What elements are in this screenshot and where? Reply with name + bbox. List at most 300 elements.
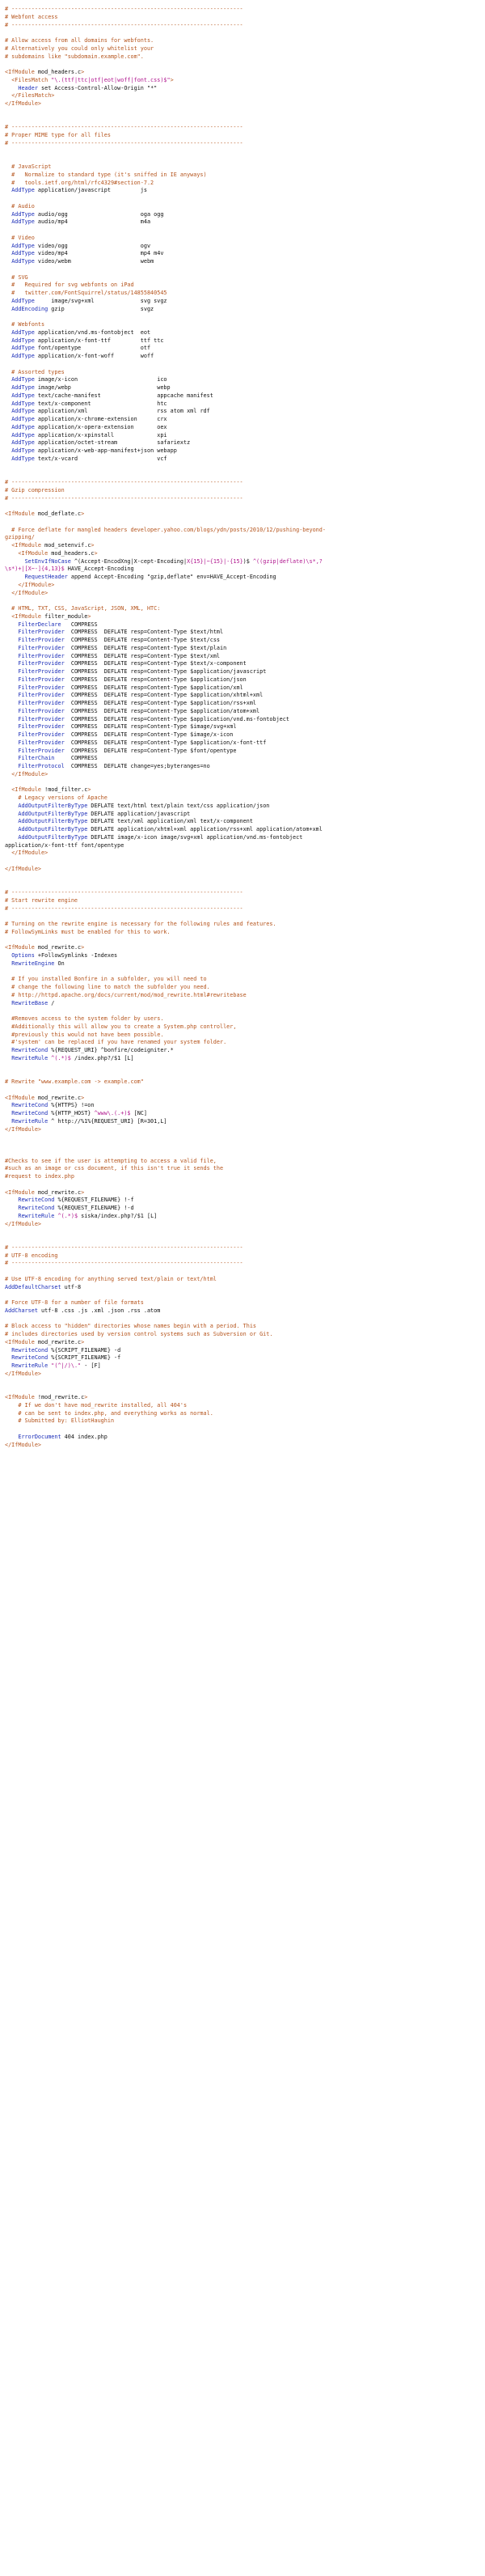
code-line: [5, 218, 480, 227]
text-token: [5, 653, 18, 659]
text-token: [5, 952, 11, 959]
text-token: [5, 258, 11, 265]
tag-token: </IfModule>: [5, 1125, 42, 1133]
text-token: [5, 818, 18, 824]
comment-token: # Webfonts: [5, 321, 45, 328]
text-token: gzip svgz: [48, 305, 154, 312]
tag-token: </IfModule>: [18, 581, 55, 588]
text-token: [5, 329, 11, 336]
text-token: [5, 1110, 11, 1116]
code-line: [5, 605, 480, 613]
text-token: [5, 960, 11, 967]
directive-token: RewriteRule: [18, 1212, 55, 1219]
comment-token: # SVG: [5, 273, 28, 281]
code-line: [5, 211, 480, 219]
code-line: [5, 235, 480, 243]
text-token: mod_rewrite.c: [34, 1094, 82, 1101]
comment-token: # Webfont access: [5, 13, 58, 20]
text-token: video/ogg ogv: [34, 242, 151, 249]
comment-token: # Audio: [5, 202, 35, 210]
text-token: DEFLATE application/javascript: [87, 810, 191, 817]
code-line: [5, 952, 480, 960]
text-token: COMPRESS DEFLATE resp=Content-Type $application/atom+xml: [64, 707, 260, 714]
tag-token: <IfModule: [18, 549, 48, 557]
directive-token: AddType: [11, 400, 35, 407]
text-token: ^ http://%1%{REQUEST_URI} [R=301,L]: [48, 1117, 167, 1125]
code-line: [5, 566, 480, 574]
text-token: [5, 416, 11, 422]
code-line: [5, 676, 480, 684]
tag-token: >: [81, 511, 85, 517]
text-token: COMPRESS DEFLATE resp=Content-Type $text/css: [64, 637, 220, 643]
tag-token: >: [81, 944, 85, 951]
comment-token: #Checks to see if the user is attempting to access a valid file,: [5, 1157, 217, 1164]
code-line: [5, 85, 480, 93]
directive-token: AddType: [11, 376, 35, 383]
code-line: [5, 1386, 480, 1394]
tag-token: <IfModule: [11, 786, 42, 794]
directive-token: FilterChain: [18, 755, 55, 762]
text-token: COMPRESS DEFLATE resp=Content-Type $text/xml: [64, 652, 220, 659]
code-line: [5, 708, 480, 716]
code-line: [5, 439, 480, 447]
directive-token: AddType: [11, 408, 35, 415]
tag-token: >: [87, 612, 91, 620]
directive-token: FilterProvider: [18, 660, 65, 667]
tag-token: <IfModule: [5, 944, 35, 951]
text-token: [5, 1354, 11, 1361]
comment-token: # ----------------------------------------------------------------------: [5, 139, 243, 146]
code-line: [5, 1015, 480, 1023]
code-line: [5, 763, 480, 771]
string-token: \s*)+|[X~-]{4,13}$: [5, 566, 65, 573]
code-line: [5, 629, 480, 637]
code-line: [5, 1276, 480, 1284]
text-token: image/svg+xml svg svgz: [34, 297, 167, 304]
code-line: [5, 1284, 480, 1292]
comment-token: #previously this would not have been possible.: [5, 1031, 164, 1038]
code-line: [5, 984, 480, 992]
text-token: filter_module: [41, 612, 88, 620]
code-line: [5, 1110, 480, 1118]
text-token: [5, 1047, 11, 1053]
comment-token: # includes directories used by version control systems such as Subversion or Git.: [5, 1331, 273, 1337]
code-line: [5, 1205, 480, 1213]
text-token: application/xml rss atom xml rdf: [34, 408, 210, 415]
code-line: [5, 519, 480, 527]
tag-token: >: [94, 549, 98, 557]
code-line: [5, 92, 480, 100]
text-token: %{REQUEST_FILENAME} !-d: [54, 1205, 134, 1211]
code-line: [5, 321, 480, 329]
text-token: [5, 243, 11, 249]
code-line: [5, 527, 480, 535]
directive-token: AddOutputFilterByType: [18, 818, 88, 825]
directive-token: FilterProvider: [18, 739, 65, 746]
comment-token: # Use UTF-8 encoding for anything served text/plain or text/html: [5, 1275, 217, 1282]
directive-token: RewriteCond: [18, 1205, 55, 1211]
code-line: [5, 1150, 480, 1158]
code-line: [5, 1331, 480, 1339]
code-line: [5, 329, 480, 337]
comment-token: # can be sent to index.php, and everything works as normal.: [5, 1409, 213, 1417]
code-line: [5, 834, 480, 842]
code-line: [5, 424, 480, 432]
code-line: [5, 376, 480, 384]
tag-token: </IfModule>: [5, 100, 42, 107]
tag-token: <IfModule: [5, 1338, 35, 1345]
code-line: [5, 684, 480, 693]
directive-token: FilterDeclare: [18, 621, 61, 628]
code-line: [5, 716, 480, 724]
directive-token: FilterProvider: [18, 684, 65, 691]
text-token: COMPRESS DEFLATE resp=Content-Type $application/x-font-ttf: [64, 739, 267, 746]
text-token: [5, 834, 18, 841]
text-token: DEFLATE image/x-icon image/svg+xml application/vnd.ms-fontobject: [87, 833, 303, 841]
comment-token: # Submitted by: ElliotHaughin: [5, 1417, 115, 1425]
code-line: [5, 1197, 480, 1205]
text-token: application/vnd.ms-fontobject eot: [34, 328, 151, 336]
code-line: [5, 337, 480, 345]
code-line: [5, 447, 480, 455]
code-line: [5, 668, 480, 676]
text-token: COMPRESS DEFLATE resp=Content-Type $application/json: [64, 676, 247, 683]
text-token: COMPRESS DEFLATE resp=Content-Type $application/vnd.ms-fontobject: [64, 715, 289, 722]
text-token: - [F]: [81, 1362, 101, 1369]
code-line: [5, 227, 480, 235]
comment-token: # ----------------------------------------------------------------------: [5, 124, 243, 131]
text-token: 404 index.php: [61, 1433, 108, 1440]
text-token: font/opentype otf: [34, 345, 151, 352]
tag-token: >: [91, 542, 95, 549]
directive-token: FilterProvider: [18, 700, 65, 706]
code-line: [5, 258, 480, 266]
code-line: [5, 968, 480, 977]
code-line: [5, 723, 480, 731]
directive-token: AddOutputFilterByType: [18, 833, 88, 841]
comment-token: # Video: [5, 234, 35, 241]
comment-token: # ----------------------------------------------------------------------: [5, 494, 243, 502]
directive-token: AddDefaultCharset: [5, 1283, 61, 1290]
text-token: set Access-Control-Allow-Origin "*": [37, 84, 158, 91]
text-token: image/x-icon ico: [34, 376, 167, 383]
text-token: siska/index.php?/$1 [L]: [78, 1212, 158, 1219]
text-token: [5, 1362, 11, 1369]
code-line: [5, 400, 480, 409]
code-line: [5, 1371, 480, 1379]
text-token: [5, 676, 18, 683]
code-line: [5, 621, 480, 629]
tag-token: <IfModule: [11, 542, 42, 549]
code-line: [5, 1268, 480, 1276]
code-line: [5, 1007, 480, 1015]
tag-token: >: [170, 76, 174, 83]
text-token: %{SCRIPT_FILENAME} -d: [48, 1346, 121, 1354]
code-line: [5, 1402, 480, 1410]
text-token: DEFLATE text/html text/plain text/css application/json: [87, 802, 270, 809]
directive-token: AddType: [11, 187, 35, 194]
text-token: mod_headers.c: [48, 549, 95, 557]
text-token: [5, 558, 25, 565]
text-token: [5, 826, 18, 833]
comment-token: # Allow access from all domains for webfonts.: [5, 37, 154, 44]
text-token: COMPRESS DEFLATE resp=Content-Type $text/x-component: [64, 660, 247, 667]
code-line: [5, 637, 480, 645]
code-line: [5, 874, 480, 882]
directive-token: RewriteCond: [11, 1110, 48, 1116]
directive-token: AddType: [11, 210, 35, 218]
tag-token: >: [87, 786, 91, 794]
text-token: COMPRESS DEFLATE resp=Content-Type $image/svg+xml: [64, 723, 237, 731]
tag-token: <IfModule: [11, 612, 42, 620]
string-token: ^(.*)$: [51, 1054, 71, 1061]
code-line: [5, 487, 480, 495]
code-line: [5, 550, 480, 558]
text-token: COMPRESS DEFLATE resp=Content-Type $application/javascript: [64, 668, 267, 675]
comment-token: # ----------------------------------------------------------------------: [5, 479, 243, 485]
tag-token: </IfModule>: [11, 589, 48, 596]
code-line: [5, 140, 480, 148]
code-line: [5, 1347, 480, 1355]
tag-token: </FilesMatch>: [11, 92, 55, 100]
code-line: [5, 944, 480, 952]
directive-token: AddCharset: [5, 1307, 38, 1314]
text-token: [5, 739, 18, 746]
code-line: [5, 534, 480, 542]
code-line: [5, 155, 480, 163]
directive-token: Options: [11, 952, 35, 959]
comment-token: # ----------------------------------------------------------------------: [5, 889, 243, 896]
comment-token: #Removes access to the system folder by users.: [5, 1015, 164, 1022]
code-line: [5, 1323, 480, 1331]
code-line: [5, 574, 480, 582]
comment-token: # JavaScript: [5, 163, 52, 170]
directive-token: AddType: [11, 392, 35, 399]
code-line: [5, 495, 480, 503]
tag-token: <IfModule: [5, 69, 35, 75]
directive-token: FilterProvider: [18, 668, 65, 675]
comment-token: # http://httpd.apache.org/docs/current/mod/mod_rewrite.html#rewritebase: [5, 991, 247, 998]
directive-token: AddType: [11, 423, 35, 430]
code-line: [5, 786, 480, 794]
directive-token: AddOutputFilterByType: [18, 826, 88, 833]
comment-token: # Legacy versions of Apache: [5, 794, 108, 801]
string-token: "(^|/)\.": [51, 1362, 82, 1369]
directive-token: FilterProvider: [18, 723, 65, 731]
text-token: append Accept-Encoding "gzip,deflate" env=HAVE_Accept-Encoding: [67, 574, 276, 580]
text-token: [5, 250, 11, 256]
text-token: [5, 660, 18, 667]
directive-token: AddType: [11, 328, 35, 336]
code-line: [5, 61, 480, 69]
code-line: [5, 1236, 480, 1244]
code-line: [5, 905, 480, 913]
text-token: [5, 376, 11, 383]
code-line: [5, 187, 480, 195]
text-token: application/x-font-ttf ttf ttc: [34, 337, 164, 344]
text-token: [5, 763, 18, 769]
text-token: [5, 447, 11, 454]
code-line: [5, 471, 480, 479]
text-token: video/webm webm: [34, 258, 154, 265]
text-token: COMPRESS DEFLATE resp=Content-Type $application/rss+xml: [64, 700, 257, 706]
text-token: image/webp webp: [34, 384, 171, 391]
text-token: COMPRESS DEFLATE resp=Content-Type $text/plain: [64, 644, 227, 651]
code-view: [5, 6, 480, 1449]
comment-token: #such as an image or css document, if this isn't true it sends the: [5, 1165, 224, 1172]
code-line: [5, 345, 480, 353]
directive-token: FilterProvider: [18, 747, 65, 754]
code-line: [5, 849, 480, 858]
text-token: application/x-web-app-manifest+json webapp: [34, 447, 177, 454]
code-line: [5, 392, 480, 400]
text-token: [5, 1118, 11, 1125]
code-line: [5, 108, 480, 117]
code-line: [5, 511, 480, 519]
text-token: [5, 668, 18, 675]
code-line: [5, 748, 480, 756]
tag-token: </IfModule>: [5, 1370, 42, 1377]
directive-token: FilterProtocol: [18, 763, 65, 769]
text-token: COMPRESS DEFLATE resp=Content-Type $text/html: [64, 629, 224, 636]
text-token: [5, 637, 18, 643]
code-line: [5, 117, 480, 125]
text-token: mod_rewrite.c: [34, 1338, 82, 1345]
text-token: [5, 306, 11, 312]
text-token: [5, 708, 18, 714]
code-line: [5, 1181, 480, 1189]
code-line: [5, 6, 480, 14]
comment-token: # ----------------------------------------------------------------------: [5, 21, 243, 28]
text-token: [5, 345, 11, 351]
text-token: COMPRESS: [61, 621, 98, 628]
text-token: /: [48, 999, 55, 1006]
text-token: [5, 590, 11, 596]
text-token: video/mp4 mp4 m4v: [34, 250, 164, 257]
code-line: [5, 1173, 480, 1181]
code-line: [5, 1032, 480, 1040]
directive-token: FilterProvider: [18, 629, 65, 636]
text-token: HAVE_Accept-Encoding: [64, 566, 134, 573]
code-line: [5, 645, 480, 653]
directive-token: FilterProvider: [18, 707, 65, 714]
text-token: COMPRESS DEFLATE change=yes;byteranges=no: [64, 763, 210, 769]
code-line: [5, 502, 480, 511]
code-line: [5, 479, 480, 487]
text-token: mod_rewrite.c: [34, 1188, 82, 1196]
text-token: [5, 786, 11, 793]
text-token: [5, 400, 11, 407]
directive-token: AddType: [11, 353, 35, 359]
text-token: [5, 716, 18, 722]
code-line: [5, 866, 480, 874]
code-line: [5, 771, 480, 779]
code-line: [5, 1379, 480, 1387]
code-line: [5, 69, 480, 77]
text-token: [5, 645, 18, 651]
code-line: [5, 794, 480, 803]
string-token: ^(.*)$: [57, 1212, 78, 1219]
directive-token: RewriteBase: [11, 999, 48, 1006]
directive-token: RewriteCond: [18, 1197, 55, 1204]
text-token: [5, 550, 18, 557]
code-line: [5, 1252, 480, 1260]
tag-token: <IfModule: [5, 1094, 35, 1101]
code-line: [5, 779, 480, 787]
text-token: [5, 692, 18, 698]
directive-token: AddType: [11, 455, 35, 462]
directive-token: FilterProvider: [18, 715, 65, 722]
comment-token: # Proper MIME type for all files: [5, 132, 111, 138]
code-line: [5, 455, 480, 464]
directive-token: AddOutputFilterByType: [18, 810, 88, 817]
tag-token: <IfModule: [5, 511, 35, 517]
code-line: [5, 889, 480, 897]
code-line: [5, 172, 480, 180]
tag-token: </IfModule>: [5, 865, 42, 872]
directive-token: AddType: [11, 345, 35, 352]
code-line: [5, 353, 480, 361]
text-token: %{HTTP_HOST}: [48, 1110, 95, 1116]
text-token: [5, 424, 11, 430]
comment-token: # Alternatively you could only whitelist your: [5, 44, 154, 52]
text-token: utf-8 .css .js .xml .json .rss .atom: [37, 1307, 161, 1314]
text-token: COMPRESS DEFLATE resp=Content-Type $application/xml: [64, 684, 243, 691]
comment-token: # change the following line to match the subfolder you need.: [5, 984, 210, 990]
text-token: [5, 408, 11, 414]
code-line: [5, 858, 480, 866]
text-token: mod_rewrite.c: [34, 944, 82, 951]
code-line: [5, 290, 480, 298]
code-line: [5, 384, 480, 392]
text-token: [5, 1213, 18, 1219]
comment-token: #request to index.php: [5, 1173, 74, 1180]
directive-token: FilterProvider: [18, 676, 65, 683]
code-line: [5, 432, 480, 440]
code-line: [5, 1213, 480, 1221]
directive-token: RewriteRule: [11, 1054, 48, 1061]
text-token: [5, 811, 18, 817]
directive-token: SetEnvIfNoCase: [24, 557, 71, 565]
code-line: [5, 842, 480, 850]
text-token: application/x-font-woff woff: [34, 353, 154, 359]
text-token: ^(Accept-EncodXng|X-cept-Encoding|: [70, 557, 188, 565]
code-line: [5, 921, 480, 929]
tag-token: >: [81, 1338, 85, 1345]
text-token: [5, 218, 11, 225]
code-line: [5, 1070, 480, 1078]
text-token: COMPRESS DEFLATE resp=Content-Type $font/opentype: [64, 747, 237, 754]
code-line: [5, 22, 480, 30]
text-token: [5, 211, 11, 218]
tag-token: >: [81, 1188, 85, 1196]
text-token: application/x-opera-extension oex: [34, 423, 167, 430]
comment-token: # Start rewrite engine: [5, 896, 78, 904]
code-line: [5, 124, 480, 132]
directive-token: AddType: [11, 416, 35, 422]
code-line: [5, 250, 480, 258]
text-token: application/javascript js: [34, 187, 147, 194]
code-line: [5, 1047, 480, 1055]
tag-token: <IfModule: [5, 1394, 35, 1400]
directive-token: AddType: [11, 337, 35, 344]
code-line: [5, 803, 480, 811]
comment-token: gzipping/: [5, 534, 35, 541]
code-line: [5, 1394, 480, 1402]
code-line: [5, 1442, 480, 1450]
code-line: [5, 282, 480, 290]
text-token: text/x-component htc: [34, 400, 167, 407]
